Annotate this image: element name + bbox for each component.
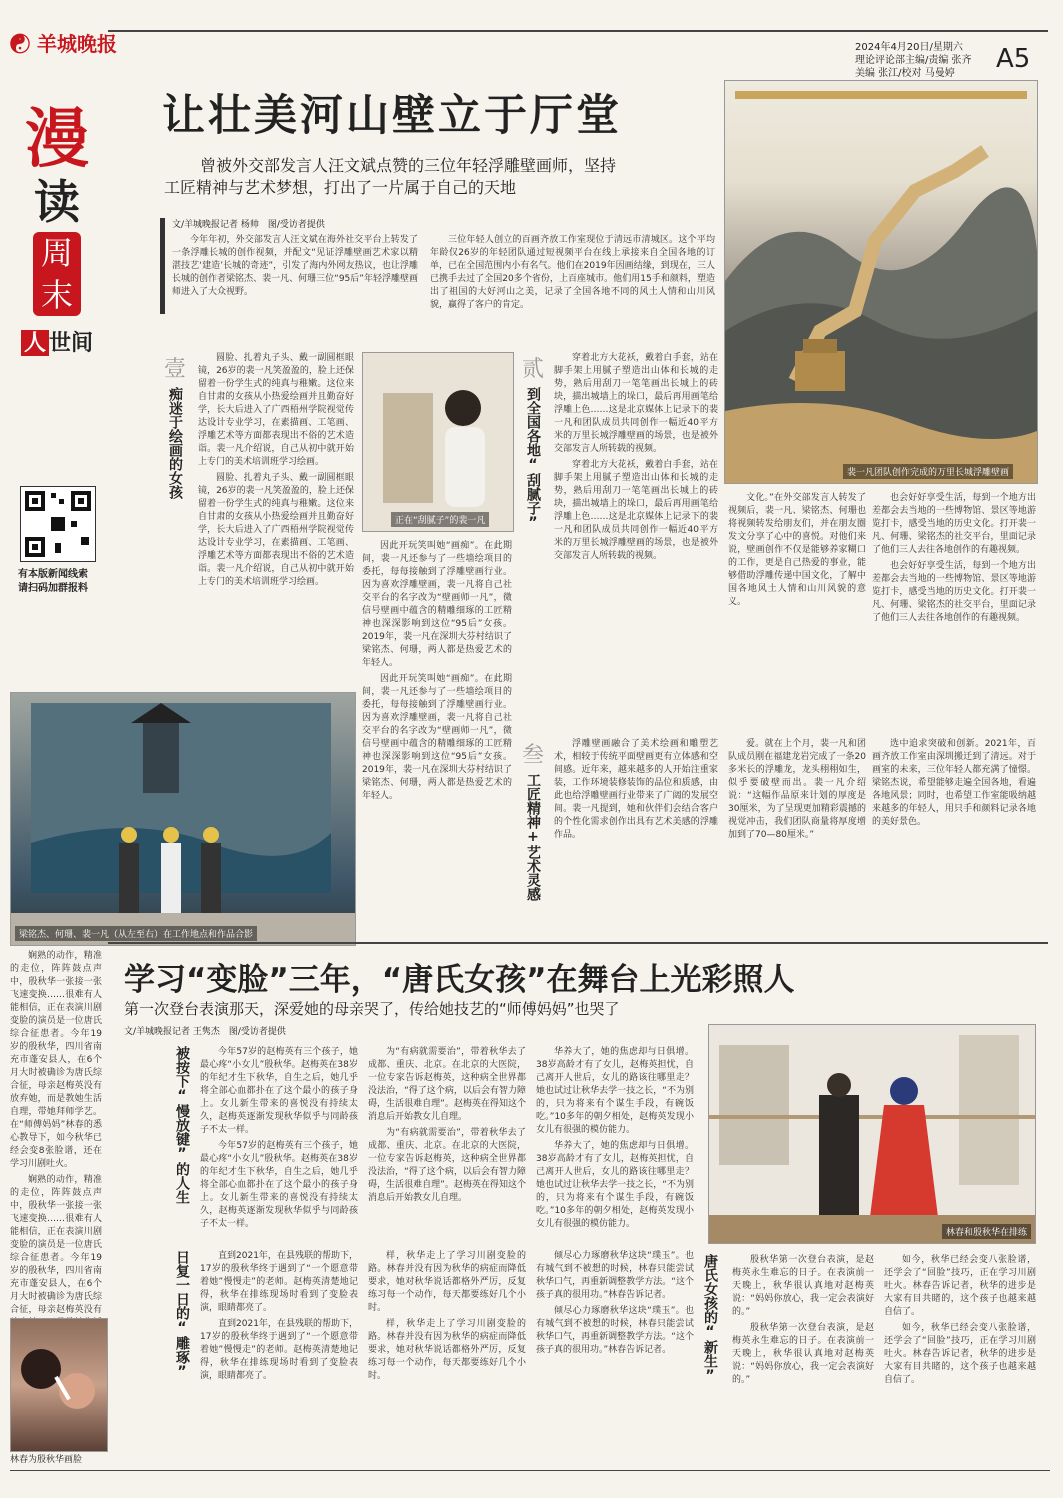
- portrait-caption: 正在“刮腻子”的裴一凡: [391, 512, 489, 527]
- qr-code-icon: [21, 487, 95, 561]
- column-char-du: 读: [34, 175, 80, 229]
- section3-marker: 叁 工匠精神+艺术灵感: [521, 743, 544, 901]
- article1-lead: 今年年初，外交部发言人汪文斌在海外社交平台上转发了一条浮雕长城的创作视频，并配文“见证浮雕壁画艺术家以精湛技艺‘建造’长城的奇迹”，引发了海内外网友热议，也让浮雕长城的创作者梁铭杰、裴一凡、何珊三位“95后”年轻浮雕壁画师进入了大众视野。: [172, 235, 418, 297]
- article1-headline: 让壮美河山壁立于厅堂: [162, 91, 622, 141]
- section1-title: 痴迷于绘画的女孩: [167, 387, 183, 499]
- article2-column: 为“有病就需要治”，带着秋华去了成都、重庆、北京。在北京的大医院，一位专家告诉赵梅英，这种病全世界都没法治，“得了这个病，以后会有智力障碍，生活很难自理”。赵梅英在得知这个消息后开始教女儿自理。 为“有病就需要治”，带着秋华去了成都、重庆、北京。在北京的大医院，一位专家告诉赵梅英，这种病全世界都没法治，“得了这个病，以后会有智力障碍，生活很难自理”。赵梅英在得知这个消息后开始教女儿自理。: [368, 1047, 526, 1203]
- article2-section1-title: 被按下“慢放键”的人生: [174, 1046, 190, 1204]
- editors-line: 美编 张江/校对 马曼婷: [855, 68, 955, 79]
- article1-column: 爱。就在上个月，裴一凡和团队成员刚在福建龙岩完成了一条20多米长的浮雕龙，龙头栩栩如生，似乎要破壁而出。裴一凡介绍说：“这幅作品原来计划的厚度是30厘米，为了呈现更加精彩震撼的视觉冲击，我们团队商量将厚度增加到了70—80厘米。”: [728, 739, 866, 840]
- article1-lead-cont: 三位年轻人创立的百画齐放工作室现位于清远市清城区。这个平均年龄仅26岁的年轻团队通过短视频平台在线上承接来自全国各地的订单，已在全国范围内小有名气。他们在2019年因画结缘，到现在，三人已携手去过了全国20多个省份，上百座城市。他们用15手和颜料，塑造出了祖国的大好河山之美，记录了全国各地不同的风土人情和山川风貌，赢得了客户的肯定。: [430, 235, 715, 310]
- article2-column: 今年57岁的赵梅英有三个孩子，她最心疼“小女儿”殷秋华。赵梅英在38岁的年纪才生下秋华，自生之后，她几乎将全部心血都扑在了这个最小的孩子身上。女儿新生带来的喜悦没有持续太久，赵梅英逐渐发现秋华似乎与同龄孩子不太一样。 今年57岁的赵梅英有三个孩子，她最心疼“小女儿”殷秋华。赵梅英在38岁的年纪才生下秋华，自生之后，她几乎将全部心血都扑在了这个最小的孩子身上。女儿新生带来的喜悦没有持续太久，赵梅英逐渐发现秋华似乎与同龄孩子不太一样。: [200, 1047, 358, 1229]
- team-caption: 梁铭杰、何珊、裴一凡（从左至右）在工作地点和作品合影: [15, 926, 257, 941]
- article2-deck: 第一次登台表演那天，深爱她的母亲哭了，传给她技艺的“师傅妈妈”也哭了: [124, 1000, 620, 1018]
- article2-column: 如今，秋华已经会变八张脸谱，还学会了“回脸”技巧，正在学习川剧吐火。林春告诉记者，秋华的进步是大家有目共睹的，这个孩子也越来越自信了。 如今，秋华已经会变八张脸谱，还学会了“回脸”技巧，正在学习川剧吐火。林春告诉记者，秋华的进步是大家有目共睹的，这个孩子也越来越自信了。: [884, 1255, 1036, 1385]
- column-char-man: 漫: [25, 102, 89, 177]
- makeup-photo: [10, 1318, 108, 1452]
- qr-code[interactable]: [20, 486, 96, 562]
- article-divider: [108, 942, 1048, 944]
- opera-photo: [708, 1024, 1036, 1244]
- article2-column: 直到2021年，在县残联的帮助下，17岁的殷秋华终于遇到了“一个愿意带着她”慢慢走”的老师。赵梅英清楚地记得，秋华在排练现场时看到了变脸表演，眼睛都亮了。 直到2021年，在县残联的帮助下，17岁的殷秋华终于遇到了“一个愿意带着她”慢慢走”的老师。赵梅英清楚地记得，秋华在排练现场时看到了变脸表演，眼睛都亮了。: [200, 1251, 358, 1381]
- article1-column: 也会好好享受生活，每到一个地方出差都会去当地的一些博物馆、景区等地游览打卡，感受当地的历史文化。打开裴一凡、何珊、梁铭杰的社交平台，里面记录了他们三人去往各地创作的有趣视频。 也会好好享受生活，每到一个地方出差都会去当地的一些博物馆、景区等地游览打卡，感受当地的历史文化。打开裴一凡、何珊、梁铭杰的社交平台，里面记录了他们三人去往各地创作的有趣视频。: [872, 493, 1036, 623]
- makeup-illustration: [11, 1319, 107, 1451]
- opera-illustration: [709, 1025, 1035, 1243]
- article1-column: 穿着北方大花袄，戴着白手套，站在脚手架上用腻子塑造出山体和长城的走势，熟后用刮刀一笔笔画出长城上的砖块，描出城墙上的垛口，最后再用画笔给浮雕上色……这是北京媒体上记录下的裴一凡和团队成员共同创作一幅近40平方米的万里长城浮雕壁画的场景，也是被外交部发言人所转载的视频。 穿着北方大花袄，戴着白手套，站在脚手架上用腻子塑造出山体和长城的走势，熟后用刮刀一笔笔画出长城上的砖块，描出城墙上的垛口，最后再用画笔给浮雕上色……这是北京媒体上记录下的裴一凡和团队成员共同创作一幅近40平方米的万里长城浮雕壁画的场景，也是被外交部发言人所转载的视频。: [554, 353, 718, 561]
- article2-column: 华养大了，她的焦虑却与日俱增。38岁高龄才有了女儿，赵梅英担忧，自己离开人世后，女儿的路该往哪里走？她也试过让秋华去学一技之长，“不为别的，只为将来有个谋生手段，有碗饭吃。”10多年的朝夕相处，赵梅英发现小女儿有很强的模仿能力。 华养大了，她的焦虑却与日俱增。38岁高龄才有了女儿，赵梅英担忧，自己离开人世后，女儿的路该往哪里走？她也试过让秋华去学一技之长，“不为别的，只为将来有个谋生手段，有碗饭吃。”10多年的朝夕相处，赵梅英发现小女儿有很强的模仿能力。: [536, 1047, 694, 1229]
- top-rule: [108, 30, 1048, 32]
- section2-title: 到全国各地“刮腻子”: [525, 387, 541, 531]
- section-name: 人 世间: [14, 326, 100, 357]
- bottom-rule: [10, 1470, 1050, 1471]
- article1-byline: 文/羊城晚报记者 杨帅 图/受访者提供: [172, 220, 325, 230]
- article1-column: 浮雕壁画融合了美术绘画和雕塑艺术，相较于传统平面壁画更有立体感和空间感。近年来，越来越多的人开始注重家装，工作环境装修装饰的品位和质感，由此也给浮雕壁画行业带来了广阔的发展空间。裴一凡提到，她和伙伴们会结合客户的个性化需求创作出具有艺术美感的浮雕作品。: [554, 739, 718, 840]
- section2-marker: 贰 到全国各地“刮腻子”: [521, 357, 544, 531]
- team-illustration: [11, 693, 355, 945]
- opera-caption: 林春和殷秋华在排练: [942, 1224, 1031, 1239]
- portrait-illustration: [363, 353, 513, 531]
- section1-marker: 壹 痴迷于绘画的女孩: [163, 357, 186, 499]
- team-photo: [10, 692, 356, 946]
- article1-column: 文化。”在外交部发言人转发了视频后，裴一凡、梁铭杰、何珊也将视频转发给朋友们，并在朋友圈发文分享了心中的喜悦。对他们来说，壁画创作不仅是能够养家糊口的工作，更是自己热爱的事业，能够借助浮雕传递中国文化，了解中国各地风土人情和山川风貌的意义。: [728, 493, 866, 607]
- article2-column: 样，秋华走上了学习川剧变脸的路。林春并没有因为秋华的病症而降低要求，她对秋华说话都格外严厉，反复练习每一个动作，每天都要练好几个小时。 样，秋华走上了学习川剧变脸的路。林春并没有因为秋华的病症而降低要求，她对秋华说话都格外严厉，反复练习每一个动作，每天都要练好几个小时。: [368, 1251, 526, 1381]
- logo-icon: ☯: [10, 32, 30, 56]
- article2-section3-marker: [700, 1254, 726, 1384]
- article1-column: 选中追求突破和创新。2021年，百画齐放工作室由深圳搬迁到了清远。对于画室的未来，三位年轻人都充满了憧憬。梁铭杰说，希望能够走遍全国各地，看遍各地风景；同时，也希望工作室能吸纳越来越多的年轻人，用只手和颜料记录各地的美好景色。: [872, 739, 1036, 827]
- lead-bar: [160, 218, 165, 314]
- newspaper-logo: ☯ 羊城晚报: [10, 32, 117, 56]
- column-label: [14, 104, 100, 357]
- article2-section2-marker: [172, 1250, 198, 1380]
- page-number: A5: [996, 44, 1031, 74]
- mural-illustration: [725, 81, 1037, 483]
- qr-caption: 有本版新闻线索 请扫码加群报料: [18, 569, 88, 594]
- masthead-info: [855, 41, 972, 80]
- issue-date: 2024年4月20日/星期六: [855, 42, 963, 53]
- article2-byline: 文/羊城晚报记者 王隽杰 图/受访者提供: [124, 1027, 286, 1037]
- article1-column: 圆脸、扎着丸子头、戴一副圆框眼镜，26岁的裴一凡笑盈盈的，脸上还保留着一份学生式的纯真与稚嫩。这位来自甘肃的女孩从小热爱绘画并且勤奋好学，长大后进入了广西梧州学院视觉传达设计专业学习，在素描画、工笔画、浮雕艺术等方面都表现出不俗的艺术造诣。裴一凡介绍说，自己从初中就开始上专门的美术培训班学习绘画。 圆脸、扎着丸子头、戴一副圆框眼镜，26岁的裴一凡笑盈盈的，脸上还保留着一份学生式的纯真与稚嫩。这位来自甘肃的女孩从小热爱绘画并且勤奋好学，长大后进入了广西梧州学院视觉传达设计专业学习，在素描画、工笔画、浮雕艺术等方面都表现出不俗的艺术造诣。裴一凡介绍说，自己从初中就开始上专门的美术培训班学习绘画。: [198, 353, 354, 587]
- great-wall-caption: 裴一凡团队创作完成的万里长城浮雕壁画: [843, 464, 1013, 479]
- makeup-caption: 林春为殷秋华画脸: [10, 1455, 83, 1465]
- editors-line: 理论评论部主编/责编 张齐: [855, 55, 972, 66]
- article2-column: 倾尽心力琢磨秋华这块“璞玉”。也有城气到不被想的时候，林春只能尝试秋华口气，再重新调整教学方法。“这个孩子真的很用功。”林春告诉记者。 倾尽心力琢磨秋华这块“璞玉”。也有城气到不被想的时候，林春只能尝试秋华口气，再重新调整教学方法。“这个孩子真的很用功。”林春告诉记者。: [536, 1251, 694, 1355]
- article2-column: 殷秋华第一次登台表演，是赵梅英永生难忘的日子。在表演前一天晚上，秋华很认真地对赵梅英说：“妈妈你放心，我一定会表演好的。” 殷秋华第一次登台表演，是赵梅英永生难忘的日子。在表演前一天晚上，秋华很认真地对赵梅英说：“妈妈你放心，我一定会表演好的。”: [732, 1255, 874, 1385]
- article2-section1-marker: [172, 1046, 198, 1204]
- section3-title: 工匠精神+艺术灵感: [525, 773, 541, 901]
- article2-headline: 学习“变脸”三年，“唐氏女孩”在舞台上光彩照人: [124, 962, 795, 998]
- article2-left-column: 娴熟的动作，精准的走位，阵阵鼓点声中，殷秋华一张接一张飞速变换……很难有人能相信，正在表演川剧变脸的演员是一位唐氏综合征患者。今年19岁的殷秋华，四川省南充市蓬安县人，在6个月大时被确诊为唐氏综合征，母亲赵梅英没有放弃她，而是教她生活自理，带她拜师学艺。在“师傅妈妈”林春的悉心教导下，如今秋华已经会变8张脸谱，还在学习川剧吐火。 娴熟的动作，精准的走位，阵阵鼓点声中，殷秋华一张接一张飞速变换……很难有人能相信，正在表演川剧变脸的演员是一位唐氏综合征患者。今年19岁的殷秋华，四川省南充市蓬安县人，在6个月大时被确诊为唐氏综合征，母亲赵梅英没有: [10, 951, 102, 1315]
- article2-section2-title: 日复一日的“雕琢”: [174, 1250, 190, 1380]
- great-wall-photo: [724, 80, 1038, 484]
- column-char-mo: 末: [33, 274, 81, 316]
- portrait-photo: [362, 352, 514, 532]
- article1-column: 因此开玩笑叫她“画痴”。在此期间，裴一凡还参与了一些墙绘项目的委托，每每接触到了浮雕壁画行业。因为喜欢浮雕壁画，裴一凡将自己社交平台的名字改为“壁画师一凡”，微信号壁画中蕴含的精雕细琢的工匠精神也深深影响到这位“95后”女孩。2019年，裴一凡在深圳大芬村结识了梁铭杰、何珊，两人都是热爱艺术的年轻人。 因此开玩笑叫她“画痴”。在此期间，裴一凡还参与了一些墙绘项目的委托，每每接触到了浮雕壁画行业。因为喜欢浮雕壁画，裴一凡将自己社交平台的名字改为“壁画师一凡”，微信号壁画中蕴含的精雕细琢的工匠精神也深深影响到这位“95后”女孩。2019年，裴一凡在深圳大芬村结识了梁铭杰、何珊，两人都是热爱艺术的年轻人。: [362, 541, 512, 801]
- article1-deck: 曾被外交部发言人汪文斌点赞的三位年轻浮雕壁画师，坚持 工匠精神与艺术梦想，打出了一片属于自己的天地: [164, 156, 617, 197]
- column-char-zhou: 周: [33, 232, 81, 274]
- article2-section3-title: 唐氏女孩的“新生”: [702, 1254, 718, 1384]
